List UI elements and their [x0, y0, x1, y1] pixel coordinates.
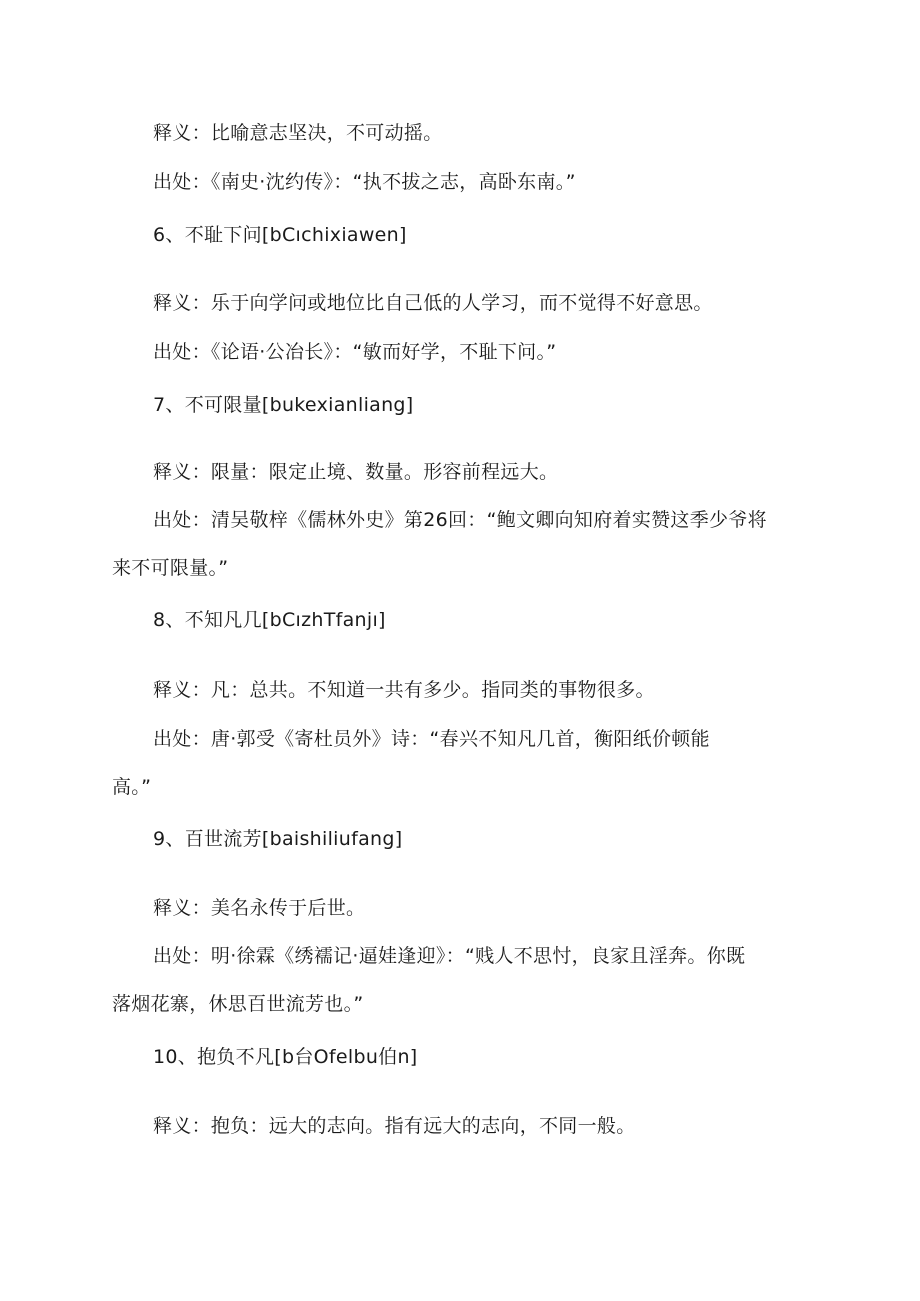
source-line: 出处：《南史·沈约传》：“执不拔之志，高卧东南。”	[153, 171, 576, 193]
definition-line: 释义：美名永传于后世。	[153, 897, 366, 919]
source-line-continuation: 落烟花寨，休思百世流芳也。”	[112, 993, 364, 1015]
definition-line: 释义：限量：限定止境、数量。形容前程远大。	[153, 461, 559, 483]
definition-line: 释义：抱负：远大的志向。指有远大的志向，不同一般。	[153, 1115, 636, 1137]
source-line-continuation: 高。”	[112, 776, 152, 798]
source-line: 出处：清吴敬梓《儒林外史》第26回：“鲍文卿向知府着实赞这季少爷将	[153, 509, 767, 531]
source-line: 出处：《论语·公冶长》：“敏而好学，不耻下问。”	[153, 341, 557, 363]
idiom-heading-6: 6、不耻下问[bCıchixiawen]	[153, 224, 407, 246]
idiom-heading-8: 8、不知凡几[bCızhTfanjı]	[153, 609, 386, 631]
definition-line: 释义：乐于向学问或地位比自己低的人学习，而不觉得不好意思。	[153, 292, 713, 314]
source-line: 出处：唐·郭受《寄杜员外》诗：“春兴不知凡几首，衡阳纸价顿能	[153, 728, 710, 750]
idiom-heading-7: 7、不可限量[bukexianliang]	[153, 394, 414, 416]
definition-line: 释义：凡：总共。不知道一共有多少。指同类的事物很多。	[153, 679, 655, 701]
source-line-continuation: 来不可限量。”	[112, 557, 229, 579]
idiom-heading-9: 9、百世流芳[baishiliufang]	[153, 828, 403, 850]
idiom-heading-10: 10、抱负不凡[b台Ofelbu伯n]	[153, 1046, 418, 1068]
definition-line: 释义：比喻意志坚决，不可动摇。	[153, 122, 443, 144]
source-line: 出处：明·徐霖《绣襦记·逼娃逢迎》：“贱人不思忖，良家且淫奔。你既	[153, 945, 746, 967]
